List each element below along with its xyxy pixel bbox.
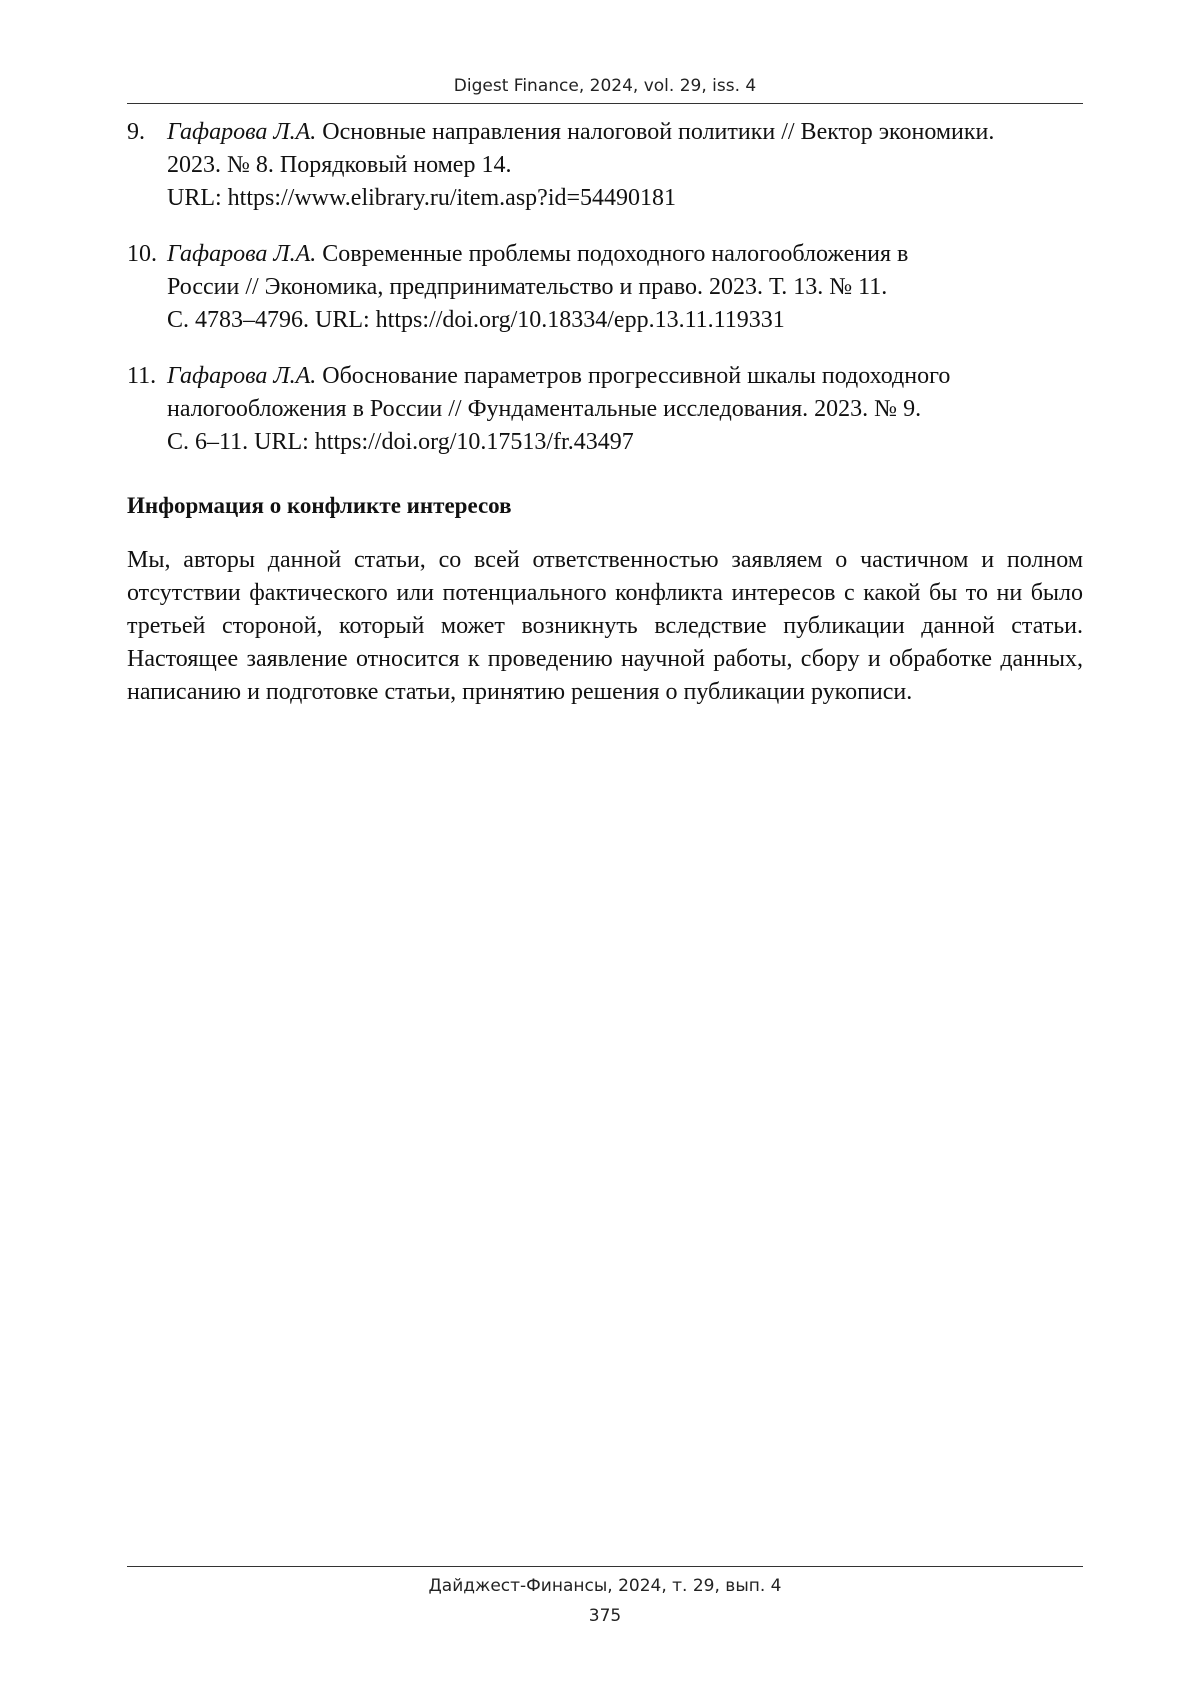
reference-title: Основные направления налоговой политики // Вектор экономики.	[316, 119, 995, 145]
header-divider	[127, 103, 1083, 104]
reference-author: Гафарова Л.А.	[167, 241, 317, 267]
reference-url[interactable]: С. 4783–4796. URL: https://doi.org/10.18334/epp.13.11.119331	[167, 307, 785, 333]
reference-line-1	[167, 116, 1083, 149]
reference-line-1	[167, 238, 1083, 271]
reference-item	[127, 116, 1083, 215]
page-content	[127, 116, 1083, 709]
reference-item	[127, 360, 1083, 459]
reference-url[interactable]: URL: https://www.elibrary.ru/item.asp?id=54490181	[167, 185, 677, 211]
conflict-of-interest-heading: Информация о конфликте интересов	[127, 493, 512, 518]
reference-line-2: России // Экономика, предпринимательство и право. 2023. Т. 13. № 11.	[167, 274, 888, 300]
reference-list	[127, 116, 1083, 459]
page-number: 375	[588, 1606, 622, 1626]
reference-number: 10.	[127, 241, 157, 267]
reference-author: Гафарова Л.А.	[167, 363, 317, 389]
reference-number: 11.	[127, 363, 157, 389]
running-header: Digest Finance, 2024, vol. 29, iss. 4	[453, 76, 757, 96]
reference-title: Современные проблемы подоходного налогообложения в	[316, 241, 909, 267]
reference-url[interactable]: С. 6–11. URL: https://doi.org/10.17513/fr.43497	[167, 429, 634, 455]
reference-author: Гафарова Л.А.	[167, 119, 317, 145]
footer-divider	[127, 1566, 1083, 1567]
reference-title: Обоснование параметров прогрессивной шкалы подоходного	[316, 363, 951, 389]
reference-line-2: 2023. № 8. Порядковый номер 14.	[167, 152, 512, 178]
reference-line-1	[167, 360, 1083, 393]
reference-item	[127, 238, 1083, 337]
reference-number: 9.	[127, 119, 145, 145]
running-footer: Дайджест-Финансы, 2024, т. 29, вып. 4	[428, 1576, 782, 1596]
conflict-of-interest-text: Мы, авторы данной статьи, со всей ответственностью заявляем о частичном и полном отсутствии фактического или потенциального конфликта интересов с какой бы то ни было третьей стороной, который может возникнуть вследствие публикации данной статьи. Настоящее заявление относится к проведению научной работы, сбору и обработке данных, написанию и подготовке статьи, принятию решения о публикации рукописи.	[127, 547, 1083, 705]
reference-line-2: налогообложения в России // Фундаментальные исследования. 2023. № 9.	[167, 396, 922, 422]
